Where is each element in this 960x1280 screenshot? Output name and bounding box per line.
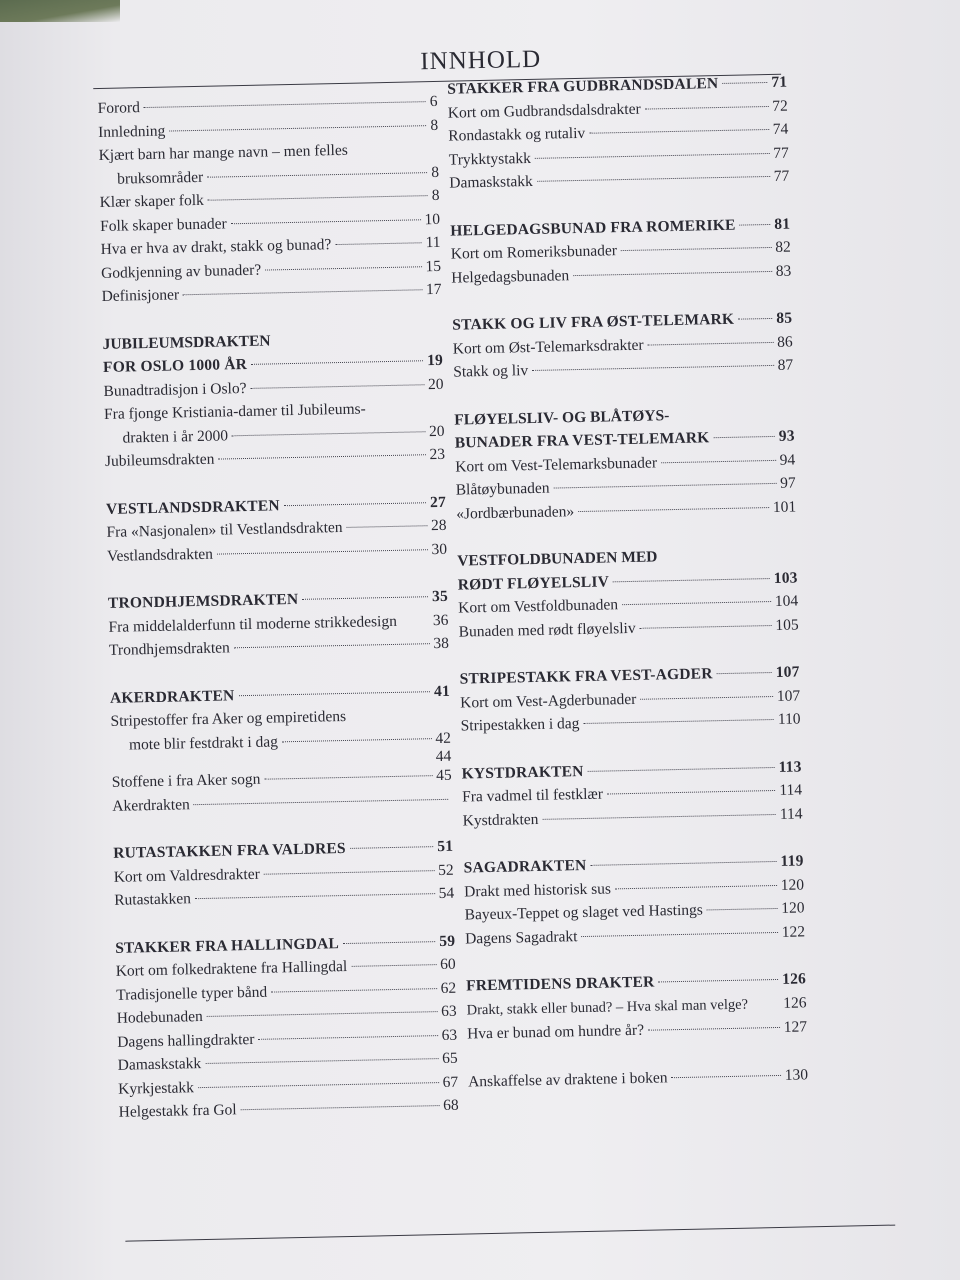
toc-entry: Drakt, stakk eller bunad? – Hva skal man velge? 126 <box>466 993 807 1018</box>
toc-entry: Kort om folkedraktene fra Hallingdal 60 <box>115 955 456 980</box>
toc-entry: Damaskstakk 77 <box>449 167 790 192</box>
left-column <box>97 90 459 1148</box>
toc-entry: Kystdrakten 114 <box>462 804 803 830</box>
toc-entry: Folk skaper bunader 10 <box>99 210 441 235</box>
toc-entry: Trykktystakk 77 <box>448 144 789 169</box>
toc-entry: Kort om Gudbrandsdalsdrakter 72 <box>447 97 788 122</box>
toc-entry: Kort om Øst-Telemarksdrakter 86 <box>452 333 793 358</box>
section-heading-line1: JUBILEUMSDRAKTEN <box>102 331 271 353</box>
toc-entry: Dagens hallingdrakter 63 <box>117 1026 458 1051</box>
toc-entry-line1: Kjært barn har mange navn – men felles <box>98 141 348 165</box>
toc-entry: «Jordbærbunaden» 101 <box>456 497 797 523</box>
toc-entry: Dagens Sagadrakt 122 <box>464 922 806 948</box>
section-heading: AKERDRAKTEN 41 <box>109 682 451 707</box>
toc-entry: Stakk og liv 87 <box>453 356 794 381</box>
toc-entry: Blåtøybunaden 97 <box>455 474 796 499</box>
toc-entry: Trondhjemsdrakten 38 <box>108 634 450 659</box>
toc-entry: Vestlandsdrakten 30 <box>106 540 448 565</box>
toc-entry: Bunadtradisjon i Oslo? 20 <box>103 375 444 400</box>
toc-entry: Kort om Vest-Telemarksbunader 94 <box>455 450 796 476</box>
toc-entry: Jubileumsdrakten 23 <box>104 445 446 470</box>
section-heading: STRIPESTAKK FRA VEST-AGDER 107 <box>459 663 800 688</box>
section-heading: STAKK OG LIV FRA ØST-TELEMARK 85 <box>452 309 793 334</box>
section-heading: FOR OSLO 1000 ÅR 19 <box>102 351 444 376</box>
toc-entry: Forord 6 <box>97 92 438 118</box>
toc-entry: Hva er hva av drakt, stakk og bunad? 11 <box>100 233 441 258</box>
toc-entry: 44 <box>435 747 452 766</box>
section-heading: TRONDHJEMSDRAKTEN 35 <box>107 587 449 612</box>
toc-entry: Damaskstakk 65 <box>117 1049 458 1074</box>
fremtid-section <box>466 967 807 1046</box>
toc-entry: Tradisjonelle typer bånd 62 <box>116 979 457 1004</box>
hallingdal-section <box>115 929 459 1124</box>
toc-entry: Anskaffelse av draktene i boken 130 <box>467 1065 809 1090</box>
toc-entry: Kort om Vest-Agderbunader 107 <box>460 686 801 712</box>
osttelemark-section <box>452 307 793 385</box>
kyst-section <box>461 755 802 833</box>
section-heading-line1: VESTFOLDBUNADEN MED <box>457 548 658 570</box>
section-heading: STAKKER FRA HALLINGDAL 59 <box>115 932 456 957</box>
jubileum-section <box>102 325 445 473</box>
toc-entry: Rondastakk og rutaliv 74 <box>448 120 789 145</box>
toc-entry: Stripestakken i dag 110 <box>460 710 801 735</box>
toc-entry: mote blir festdrakt i dag 42 <box>128 729 452 754</box>
vestland-section <box>106 490 447 568</box>
toc-entry: Fra vadmel til festklær 114 <box>461 781 803 806</box>
toc-entry: Kort om Romeriksbunader 82 <box>450 238 791 263</box>
section-heading: BUNADER FRA VEST-TELEMARK 93 <box>454 427 795 452</box>
toc-entry: bruksområder 8 <box>116 163 440 188</box>
toc-entry: Helgestakk fra Gol 68 <box>118 1096 459 1121</box>
section-heading: RUTASTAKKEN FRA VALDRES 51 <box>113 837 454 862</box>
toc-entry: drakten i år 2000 20 <box>122 422 445 447</box>
toc-entry: Drakt med historisk sus 120 <box>463 875 805 901</box>
toc-entry: Helgedagsbunaden 83 <box>451 262 792 287</box>
vesttelemark-section <box>454 401 796 526</box>
toc-entry: Godkjenning av bunader? 15 <box>100 257 442 282</box>
section-heading: HELGEDAGSBUNAD FRA ROMERIKE 81 <box>450 215 791 240</box>
contents-spread <box>40 16 946 1264</box>
toc-entry: Fra «Nasjonalen» til Vestlandsdrakten 28 <box>106 516 447 541</box>
section-heading: SAGADRAKTEN 119 <box>463 852 804 877</box>
table-surface <box>0 0 120 22</box>
aker-section <box>110 679 453 818</box>
section-heading: FREMTIDENS DRAKTER 126 <box>465 970 807 995</box>
toc-entry: Fra middelalderfunn til moderne strikkedesign 36 <box>108 611 449 636</box>
section-heading: STAKKER FRA GUDBRANDSDALEN 71 <box>447 73 788 98</box>
gudbrand-section <box>447 71 789 196</box>
toc-entry-line1: Fra fjonge Kristiania-damer til Jubileums- <box>103 400 366 423</box>
toc-entry: Stoffene i fra Aker sogn 45 <box>111 766 452 791</box>
intro-section <box>97 90 441 309</box>
anskaffelse-section <box>468 1063 808 1094</box>
toc-entry: Kyrkjestakk 67 <box>118 1073 459 1098</box>
section-heading: RØDT FLØYELSLIV 103 <box>457 568 798 594</box>
romerike-section <box>450 212 791 290</box>
toc-entry: Kort om Valdresdrakter 52 <box>113 861 454 886</box>
right-column <box>447 71 809 1118</box>
toc-entry: Klær skaper folk 8 <box>99 186 440 212</box>
toc-entry: Kort om Vestfoldbunaden 104 <box>458 592 799 617</box>
toc-entry-line1: Stripestoffer fra Aker og empiretidens <box>110 707 347 730</box>
saga-section <box>463 849 805 950</box>
toc-entry: Akerdrakten <box>112 787 452 818</box>
toc-entry: Hodebunaden 63 <box>116 1002 457 1027</box>
toc-entry: Definisjoner 17 <box>101 280 442 305</box>
trondhjem-section <box>108 585 449 663</box>
page-title: INNHOLD <box>420 45 542 76</box>
toc-entry: Hva er bunad om hundre år? 127 <box>466 1018 808 1043</box>
bottom-rule <box>125 1225 895 1242</box>
valdres-section <box>113 835 454 913</box>
toc-entry: Bayeux-Teppet og slaget ved Hastings 120 <box>464 899 805 924</box>
vestfold-section <box>457 542 799 643</box>
toc-entry: Rutastakken 54 <box>114 884 455 909</box>
section-heading-line1: FLØYELSLIV- OG BLÅTØYS- <box>454 406 670 429</box>
vestagder-section <box>459 660 800 738</box>
section-heading: VESTLANDSDRAKTEN 27 <box>105 493 447 518</box>
toc-entry: Innledning 8 <box>97 116 439 141</box>
toc-entry: Bunaden med rødt fløyelsliv 105 <box>458 615 799 641</box>
section-heading: KYSTDRAKTEN 113 <box>461 757 802 783</box>
